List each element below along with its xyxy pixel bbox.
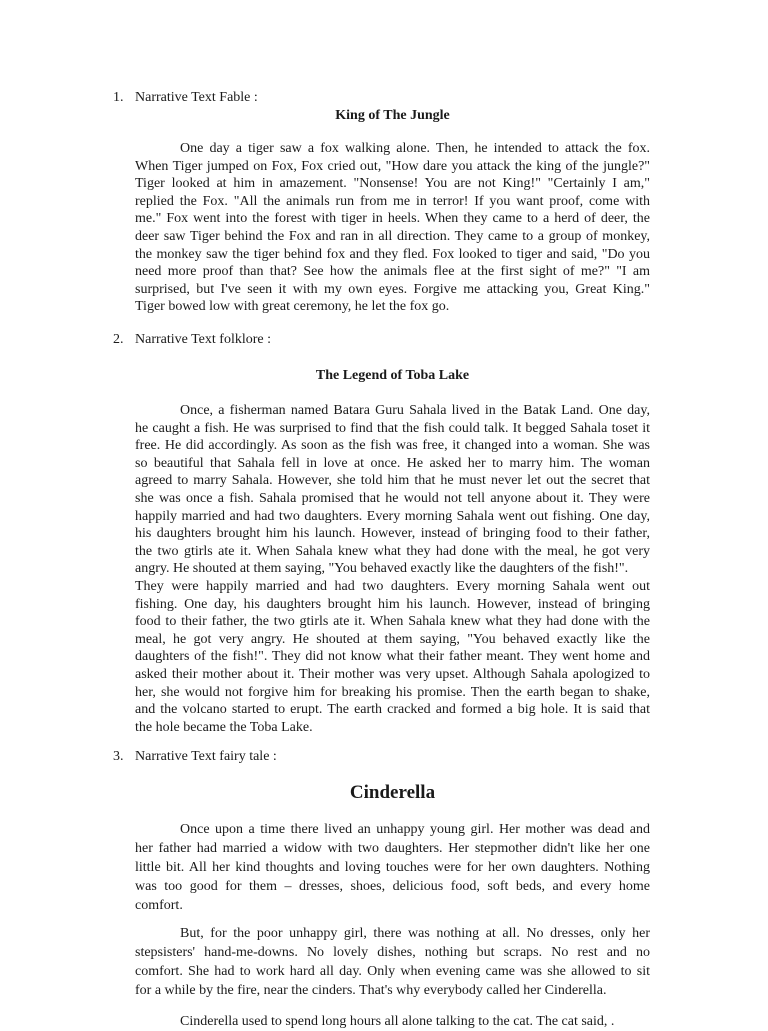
- text-line: deer saw Tiger behind the Fox and ran in all direction. They came to a group of monkey,: [135, 228, 650, 244]
- section-2-heading: [113, 332, 271, 348]
- text-line: But, for the poor unhappy girl, there was nothing at all. No dresses, only her: [180, 926, 650, 941]
- text-line: free. He did accordingly. As soon as the fish was free, it changed into a woman. She was: [135, 438, 650, 454]
- section-label: Narrative Text folklore :: [135, 332, 271, 347]
- text-line: When Tiger jumped on Fox, Fox cried out, "How dare you attack the king of the jungle?": [135, 158, 650, 174]
- text-line: so beautiful that Sahala fell in love at once. He asked her to marry him. The woman: [135, 455, 650, 471]
- section-1-heading: [113, 90, 258, 106]
- story-paragraph: [135, 924, 650, 1000]
- text-line: food to their father, the two gtirls ate it. When Sahala knew what they had done with the: [135, 614, 650, 630]
- text-line: surprised, but I've seen it with my own eyes. Forgive me attacking you, Great King.": [135, 281, 650, 297]
- text-line: for a while by the fire, near the cinders. That's why everybody called her Cinderella.: [135, 983, 607, 998]
- section-label: Narrative Text Fable :: [135, 90, 258, 105]
- text-line: Cinderella used to spend long hours all alone talking to the cat. The cat said, .: [180, 1014, 615, 1029]
- story-title: King of The Jungle: [335, 108, 450, 123]
- text-line: comfort. She had to work hard all day. Only when evening came was she allowed to sit: [135, 964, 650, 979]
- text-line: he caught a fish. He was surprised to find that the fish could talk. It begged Sahala toset it: [135, 420, 650, 436]
- text-line: happily married and had two daughters. Every morning Sahala went out fishing. One day,: [135, 508, 650, 524]
- section-3-heading: [113, 749, 277, 765]
- text-line: stepsisters' hand-me-downs. No lovely dishes, nothing but scraps. No rest and no: [135, 945, 650, 960]
- text-line: angry. He shouted at them saying, "You behaved exactly like the daughters of the fish!".: [135, 561, 629, 577]
- text-line: fishing. One day, his daughters brought him his launch. However, instead of bringing: [135, 596, 650, 612]
- text-line: the two gtirls ate it. When Sahala knew what they had done with the meal, he got very: [135, 543, 650, 559]
- text-line: Once upon a time there lived an unhappy young girl. Her mother was dead and: [180, 822, 650, 837]
- story-title: The Legend of Toba Lake: [315, 368, 470, 383]
- text-line: Tiger looked at him in amazement. "Nonsense! You are not King!" "Certainly I am,": [135, 176, 650, 192]
- story-paragraph: [135, 140, 650, 316]
- text-line: need more proof than that? See how the animals flee at the first sight of me?" "I am: [135, 264, 650, 280]
- text-line: her, she would not forgive him for breaking his promise. Then the earth began to shake,: [135, 684, 650, 700]
- story-paragraph: [135, 820, 650, 915]
- text-line: agreed to marry Sahala. However, she told him that he must never let out the secret that: [135, 473, 650, 489]
- text-line: One day a tiger saw a fox walking alone. Then, he intended to attack the fox.: [180, 141, 650, 156]
- text-line: comfort.: [135, 898, 183, 913]
- list-number: 2.: [113, 332, 124, 347]
- text-line: and the volcano started to erupt. The earth cracked and formed a big hole. It is said that: [135, 702, 650, 718]
- story-paragraph: [135, 1012, 650, 1031]
- text-line: the monkey saw the tiger behind fox and they fled. Fox looked to tiger and said, "Do you: [135, 246, 650, 262]
- text-line: little bit. All her kind thoughts and loving touches were for her own daughters. Nothing: [135, 860, 650, 875]
- text-line: meal, he got very angry. He shouted at them saying, "You behaved exactly like the: [135, 631, 650, 647]
- section-label: Narrative Text fairy tale :: [135, 749, 277, 764]
- text-line: her father had married a widow with two daughters. Her stepmother didn't like her one: [135, 841, 650, 856]
- text-line: me." Fox went into the forest with tiger in heels. When they came to a herd of deer, the: [135, 211, 650, 227]
- list-number: 1.: [113, 90, 124, 105]
- text-line: Tiger bowed low with great ceremony, he let the fox go.: [135, 299, 450, 315]
- text-line: Once, a fisherman named Batara Guru Sahala lived in the Batak Land. One day,: [180, 403, 650, 418]
- story-paragraph: [135, 402, 650, 736]
- text-line: asked their mother about it. Their mother was very upset. Although Sahala apologized to: [135, 666, 650, 682]
- text-line: daughters of the fish!". They did not know what their father meant. They went home and: [135, 649, 650, 665]
- text-line: was too good for them – dresses, shoes, delicious food, soft beds, and every home: [135, 879, 650, 894]
- text-line: the hole became the Toba Lake.: [135, 719, 313, 735]
- text-line: replied the Fox. "All the animals run from me in terror! If you want proof, come with: [135, 193, 650, 209]
- text-line: she was once a fish. Sahala promised that he would not tell anyone about it. They were: [135, 490, 650, 506]
- list-number: 3.: [113, 749, 124, 764]
- story-title: Cinderella: [349, 782, 436, 803]
- text-line: They were happily married and had two daughters. Every morning Sahala went out: [135, 578, 650, 594]
- text-line: his daughters brought him his launch. However, instead of bringing food to their father,: [135, 526, 650, 542]
